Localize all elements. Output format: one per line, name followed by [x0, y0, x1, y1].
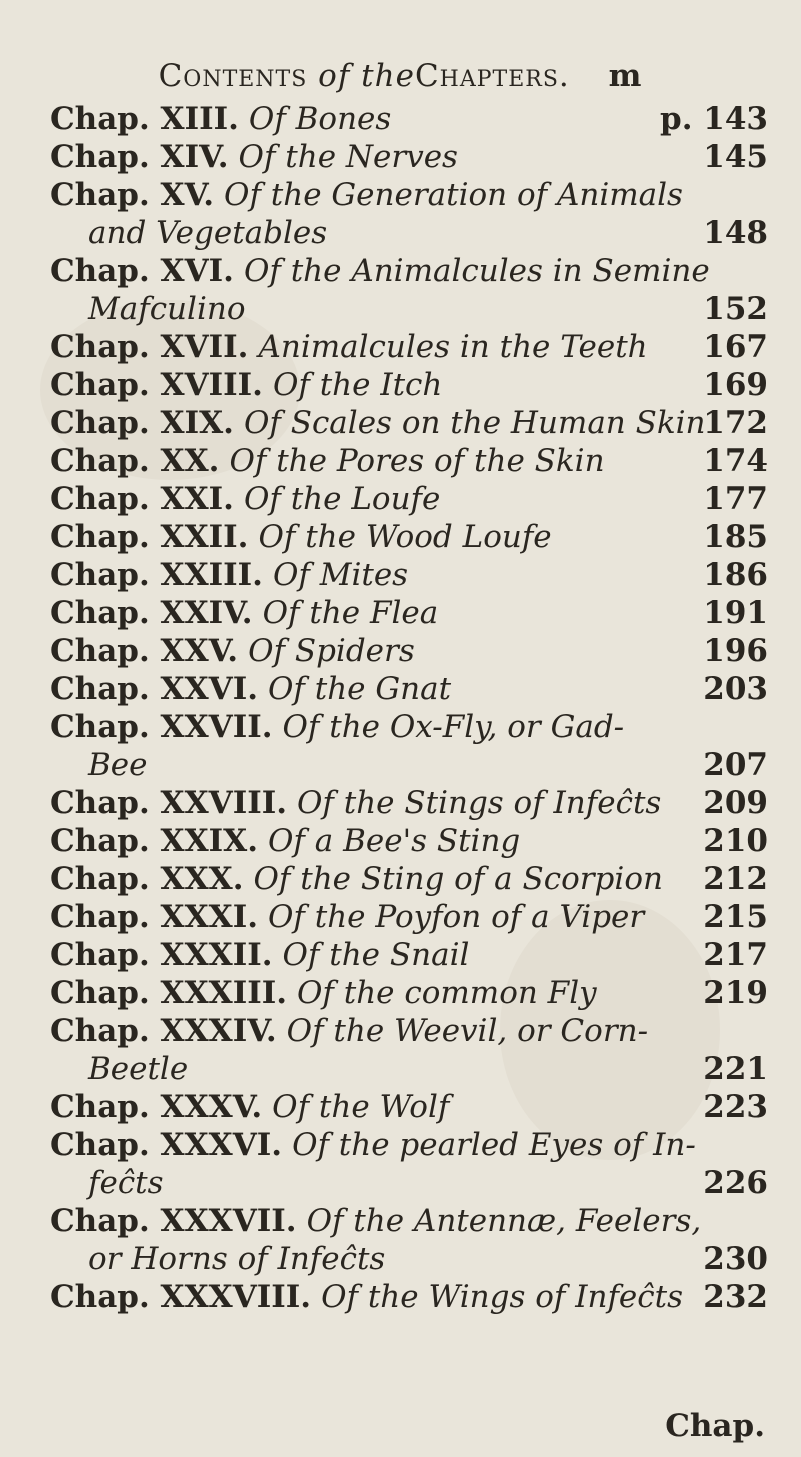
- toc-line: [50, 898, 768, 936]
- page-number: p. 143: [660, 101, 768, 137]
- page-number: 185: [703, 519, 768, 555]
- chapter-title: Of the Gnat: [268, 671, 452, 707]
- chapter-number: Chap. XV.: [50, 177, 215, 213]
- chapter-title-continuation: Bee: [88, 747, 148, 783]
- toc-entry: [50, 784, 768, 822]
- chapter-title: Of the Wood Loufe: [258, 519, 552, 555]
- toc-entry: [50, 328, 768, 366]
- chapter-title-continuation: feĉts: [88, 1165, 164, 1201]
- page-number: 172: [703, 405, 768, 441]
- toc-line: [50, 1202, 768, 1240]
- chapter-title: Of the Nerves: [238, 139, 458, 175]
- toc-entry: [50, 252, 768, 328]
- chapter-number: Chap. XXXVII.: [50, 1203, 297, 1239]
- chapter-title: Of the Itch: [272, 367, 443, 403]
- toc-line-continuation: [50, 214, 768, 252]
- page-number: 223: [703, 1089, 768, 1125]
- toc-entry: [50, 404, 768, 442]
- toc-line: [50, 1278, 768, 1316]
- running-head-contents: Contents: [158, 58, 308, 94]
- page-number: 177: [703, 481, 768, 517]
- page-number: 226: [703, 1165, 768, 1201]
- toc-line: [50, 518, 768, 556]
- toc-entry: [50, 138, 768, 176]
- toc-line: [50, 404, 768, 442]
- toc-entry: [50, 860, 768, 898]
- chapter-title: Of the Antennæ, Feelers,: [306, 1203, 702, 1239]
- chapter-title: Of Spiders: [248, 633, 415, 669]
- toc-entry: [50, 974, 768, 1012]
- page-number: 212: [703, 861, 768, 897]
- chapter-title: Of the Wolf: [272, 1089, 450, 1125]
- toc-line: [50, 556, 768, 594]
- toc-line-continuation: [50, 1164, 768, 1202]
- chapter-title: Animalcules in the Teeth: [258, 329, 648, 365]
- toc-line: [50, 708, 768, 746]
- chapter-number: Chap. XXVIII.: [50, 785, 288, 821]
- chapter-title-continuation: Beetle: [88, 1051, 189, 1087]
- toc-line: [50, 1088, 768, 1126]
- chapter-number: Chap. XXXVI.: [50, 1127, 283, 1163]
- chapter-title: Of Bones: [248, 101, 392, 137]
- chapter-number: Chap. XXI.: [50, 481, 234, 517]
- chapter-title: Of the Snail: [282, 937, 470, 973]
- chapter-number: Chap. XXXVIII.: [50, 1279, 312, 1315]
- toc-entry: [50, 670, 768, 708]
- page-number: 209: [703, 785, 768, 821]
- toc-line-continuation: [50, 1050, 768, 1088]
- chapter-title: Of Mites: [272, 557, 409, 593]
- page-number: 169: [703, 367, 768, 403]
- catchword: Chap.: [665, 1408, 765, 1444]
- page-number: 215: [703, 899, 768, 935]
- page-number: 217: [703, 937, 768, 973]
- running-header: [0, 58, 801, 94]
- toc-entry: [50, 1126, 768, 1202]
- chapter-number: Chap. XXIII.: [50, 557, 263, 593]
- page-number: 191: [703, 595, 768, 631]
- toc-entry: [50, 708, 768, 784]
- chapter-title: Of the common Fly: [297, 975, 597, 1011]
- chapter-title: Of the Sting of a Scorpion: [253, 861, 663, 897]
- toc-line: [50, 936, 768, 974]
- toc-line-continuation: [50, 746, 768, 784]
- chapter-number: Chap. XXIV.: [50, 595, 253, 631]
- toc-entry: [50, 480, 768, 518]
- running-head-of: of: [318, 58, 351, 94]
- chapter-title: Of the Poyfon of a Viper: [268, 899, 645, 935]
- toc-line: [50, 480, 768, 518]
- chapter-title: Of Scales on the Human Skin: [243, 405, 706, 441]
- running-head-chapters: Chapters.: [414, 58, 570, 94]
- toc-line: [50, 594, 768, 632]
- page-number: 148: [703, 215, 768, 251]
- page-number: 196: [703, 633, 768, 669]
- page-number: 219: [703, 975, 768, 1011]
- chapter-title: Of the Animalcules in Semine: [243, 253, 710, 289]
- signature-mark: m: [608, 58, 643, 94]
- page-number: 221: [703, 1051, 768, 1087]
- chapter-number: Chap. XVII.: [50, 329, 249, 365]
- chapter-number: Chap. XXVI.: [50, 671, 259, 707]
- chapter-title: Of the Wings of Infeĉts: [321, 1279, 683, 1315]
- chapter-title: Of the Pores of the Skin: [229, 443, 605, 479]
- chapter-number: Chap. XXIX.: [50, 823, 259, 859]
- toc-entry: [50, 366, 768, 404]
- toc-entry: [50, 442, 768, 480]
- page-number: 145: [703, 139, 768, 175]
- toc-line: [50, 670, 768, 708]
- chapter-number: Chap. XIX.: [50, 405, 234, 441]
- page-number: 207: [703, 747, 768, 783]
- chapter-number: Chap. XXXI.: [50, 899, 259, 935]
- page-number: 174: [703, 443, 768, 479]
- toc-line: [50, 252, 768, 290]
- toc-line-continuation: [50, 290, 768, 328]
- toc-line: [50, 860, 768, 898]
- toc-line: [50, 784, 768, 822]
- chapter-title-continuation: Mafculino: [88, 291, 246, 327]
- chapter-number: Chap. XXXV.: [50, 1089, 263, 1125]
- chapter-number: Chap. XXXII.: [50, 937, 273, 973]
- toc-entry: [50, 1088, 768, 1126]
- chapter-title: Of the Stings of Infeĉts: [297, 785, 662, 821]
- toc-entry: [50, 176, 768, 252]
- chapter-number: Chap. XXV.: [50, 633, 239, 669]
- chapter-number: Chap. XVI.: [50, 253, 234, 289]
- chapter-title: Of a Bee's Sting: [268, 823, 521, 859]
- toc-line: [50, 632, 768, 670]
- toc-line-continuation: [50, 1240, 768, 1278]
- toc-line: [50, 328, 768, 366]
- toc-entry: [50, 100, 768, 138]
- chapter-number: Chap. XXXIV.: [50, 1013, 277, 1049]
- chapter-number: Chap. XXII.: [50, 519, 249, 555]
- toc-entry: [50, 936, 768, 974]
- page-number: 232: [703, 1279, 768, 1315]
- toc-line: [50, 822, 768, 860]
- chapter-number: Chap. XIII.: [50, 101, 239, 137]
- chapter-title-continuation: and Vegetables: [88, 215, 328, 251]
- page-number: 210: [703, 823, 768, 859]
- chapter-title: Of the Ox-Fly, or Gad-: [282, 709, 625, 745]
- toc-entry: [50, 1202, 768, 1278]
- toc-line: [50, 1126, 768, 1164]
- page-number: 167: [703, 329, 768, 365]
- chapter-number: Chap. XXVII.: [50, 709, 273, 745]
- toc-entry: [50, 556, 768, 594]
- toc-entry: [50, 594, 768, 632]
- toc-entry: [50, 822, 768, 860]
- chapter-title: Of the Generation of Animals: [224, 177, 683, 213]
- toc-entry: [50, 632, 768, 670]
- toc-line: [50, 100, 768, 138]
- chapter-number: Chap. XXXIII.: [50, 975, 288, 1011]
- toc-entry: [50, 898, 768, 936]
- page-number: 186: [703, 557, 768, 593]
- toc-line: [50, 1012, 768, 1050]
- toc-line: [50, 442, 768, 480]
- chapter-number: Chap. XVIII.: [50, 367, 263, 403]
- toc-line: [50, 176, 768, 214]
- page-number: 230: [703, 1241, 768, 1277]
- chapter-number: Chap. XXX.: [50, 861, 244, 897]
- chapter-title: Of the Loufe: [243, 481, 441, 517]
- chapter-title: Of the Weevil, or Corn-: [286, 1013, 649, 1049]
- chapter-title: Of the pearled Eyes of In-: [292, 1127, 696, 1163]
- toc-line: [50, 138, 768, 176]
- toc-entry: [50, 518, 768, 556]
- toc-entry: [50, 1278, 768, 1316]
- toc-line: [50, 974, 768, 1012]
- chapter-number: Chap. XIV.: [50, 139, 229, 175]
- page-number: 203: [703, 671, 768, 707]
- page-number: 152: [703, 291, 768, 327]
- toc-line: [50, 366, 768, 404]
- chapter-title: Of the Flea: [262, 595, 439, 631]
- chapter-number: Chap. XX.: [50, 443, 220, 479]
- toc-entry: [50, 1012, 768, 1088]
- chapter-title-continuation: or Horns of Infeĉts: [88, 1241, 386, 1277]
- running-head-the: the: [361, 58, 415, 94]
